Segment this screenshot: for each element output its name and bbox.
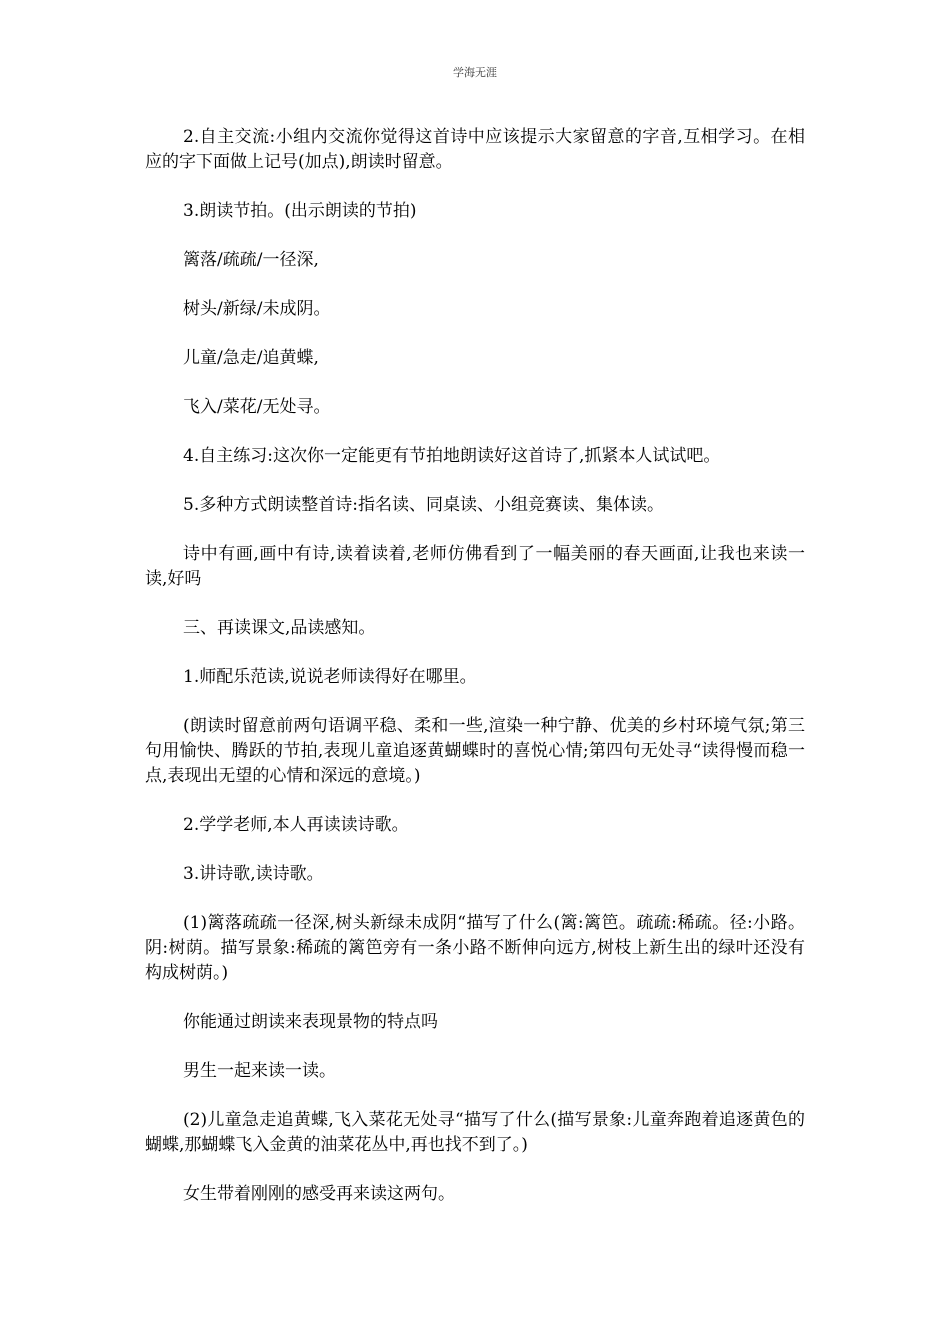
- paragraph-reading-modes: 5.多种方式朗读整首诗:指名读、同桌读、小组竞赛读、集体读。: [183, 495, 664, 515]
- paragraph-learn-teacher: 2.学学老师,本人再读读诗歌。: [183, 815, 409, 835]
- paragraph-boys-read: 男生一起来读一读。: [183, 1061, 336, 1081]
- poem-line-4: 飞入/菜花/无处寻。: [183, 397, 331, 417]
- page-header: 学海无涯: [453, 66, 497, 79]
- paragraph-poem-picture: 诗中有画,画中有诗,读着读着,老师仿佛看到了一幅美丽的春天画面,让我也来读一读,好吗: [145, 544, 805, 589]
- paragraph-girls-read: 女生带着刚刚的感受再来读这两句。: [183, 1184, 455, 1204]
- paragraph-reading-notes: (朗读时留意前两句语调平稳、柔和一些,渲染一种宁静、优美的乡村环境气氛;第三句用愉快、腾跃的节拍,表现儿童追逐黄蝴蝶时的喜悦心情;第四句无处寻“读得慢而稳一点,表现出无望的心情和深远的意境。): [145, 716, 805, 786]
- paragraph-line-analysis-1: (1)篱落疏疏一径深,树头新绿未成阴“描写了什么(篱:篱笆。疏疏:稀疏。径:小路。阴:树荫。描写景象:稀疏的篱笆旁有一条小路不断伸向远方,树枝上新生出的绿叶还没有构成树荫。): [145, 913, 805, 983]
- poem-line-1: 篱落/疏疏/一径深,: [183, 250, 319, 270]
- paragraph-line-analysis-2: (2)儿童急走追黄蝶,飞入菜花无处寻“描写了什么(描写景象:儿童奔跑着追逐黄色的蝴蝶,那蝴蝶飞入金黄的油菜花丛中,再也找不到了。): [145, 1110, 805, 1155]
- poem-line-2: 树头/新绿/未成阴。: [183, 299, 331, 319]
- paragraph-question: 你能通过朗读来表现景物的特点吗: [183, 1012, 438, 1032]
- section-heading-reread: 三、再读课文,品读感知。: [183, 618, 376, 638]
- paragraph-self-exchange: 2.自主交流:小组内交流你觉得这首诗中应该提示大家留意的字音,互相学习。在相应的字下面做上记号(加点),朗读时留意。: [145, 127, 805, 172]
- paragraph-self-practice: 4.自主练习:这次你一定能更有节拍地朗读好这首诗了,抓紧本人试试吧。: [183, 446, 721, 466]
- paragraph-teacher-reading: 1.师配乐范读,说说老师读得好在哪里。: [183, 667, 477, 687]
- document-body: [145, 125, 805, 1231]
- poem-line-3: 儿童/急走/追黄蝶,: [183, 348, 319, 368]
- paragraph-rhythm-intro: 3.朗读节拍。(出示朗读的节拍): [183, 201, 417, 221]
- paragraph-explain-poem: 3.讲诗歌,读诗歌。: [183, 864, 324, 884]
